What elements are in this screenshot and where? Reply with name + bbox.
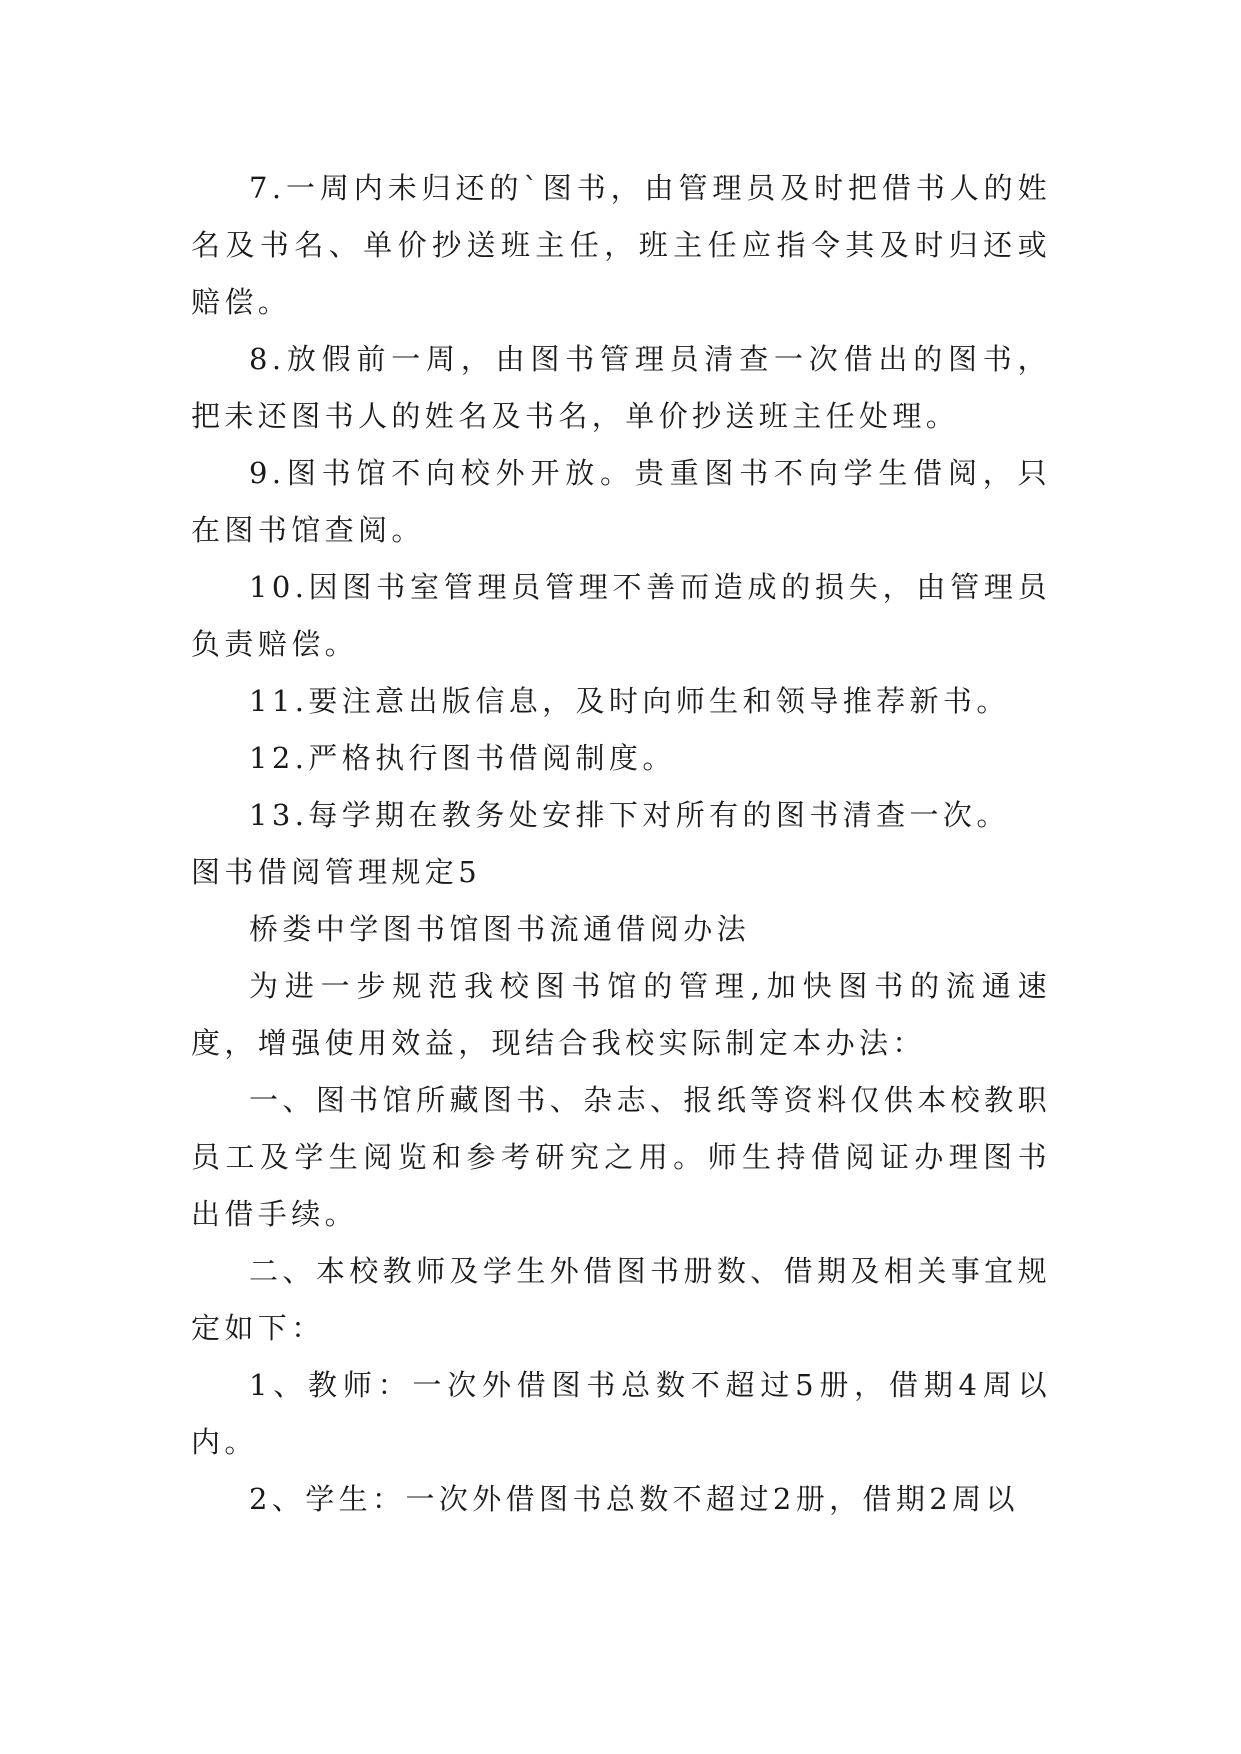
paragraph-rule-13: 13.每学期在教务处安排下对所有的图书清查一次。 [249,798,1010,832]
document-body [191,160,1051,1528]
paragraph-rule-8: 8.放假前一周，由图书管理员清查一次借出的图书，把未还图书人的姓名及书名，单价抄送班主任处理。 [191,342,1051,433]
paragraph-article-1: 一、图书馆所藏图书、杂志、报纸等资料仅供本校教职员工及学生阅览和参考研究之用。师生持借阅证办理图书出借手续。 [191,1083,1051,1231]
paragraph-item-teachers: 1、教师：一次外借图书总数不超过5册，借期4周以内。 [191,1368,1051,1459]
paragraph-item-students: 2、学生：一次外借图书总数不超过2册，借期2周以 [249,1482,1019,1516]
document-subtitle: 桥娄中学图书馆图书流通借阅办法 [249,912,751,946]
paragraph-rule-11: 11.要注意出版信息，及时向师生和领导推荐新书。 [249,684,1010,718]
paragraph-rule-10: 10.因图书室管理员管理不善而造成的损失，由管理员负责赔偿。 [191,570,1051,661]
section-heading: 图书借阅管理规定5 [191,855,482,889]
paragraph-rule-12: 12.严格执行图书借阅制度。 [249,741,676,775]
paragraph-intro: 为进一步规范我校图书馆的管理,加快图书的流通速度，增强使用效益，现结合我校实际制定本办法： [191,969,1051,1060]
paragraph-article-2: 二、本校教师及学生外借图书册数、借期及相关事宜规定如下： [191,1254,1051,1345]
paragraph-rule-9: 9.图书馆不向校外开放。贵重图书不向学生借阅，只在图书馆查阅。 [191,456,1051,547]
paragraph-rule-7: 7.一周内未归还的`图书，由管理员及时把借书人的姓名及书名、单价抄送班主任，班主任应指令其及时归还或赔偿。 [191,171,1051,319]
